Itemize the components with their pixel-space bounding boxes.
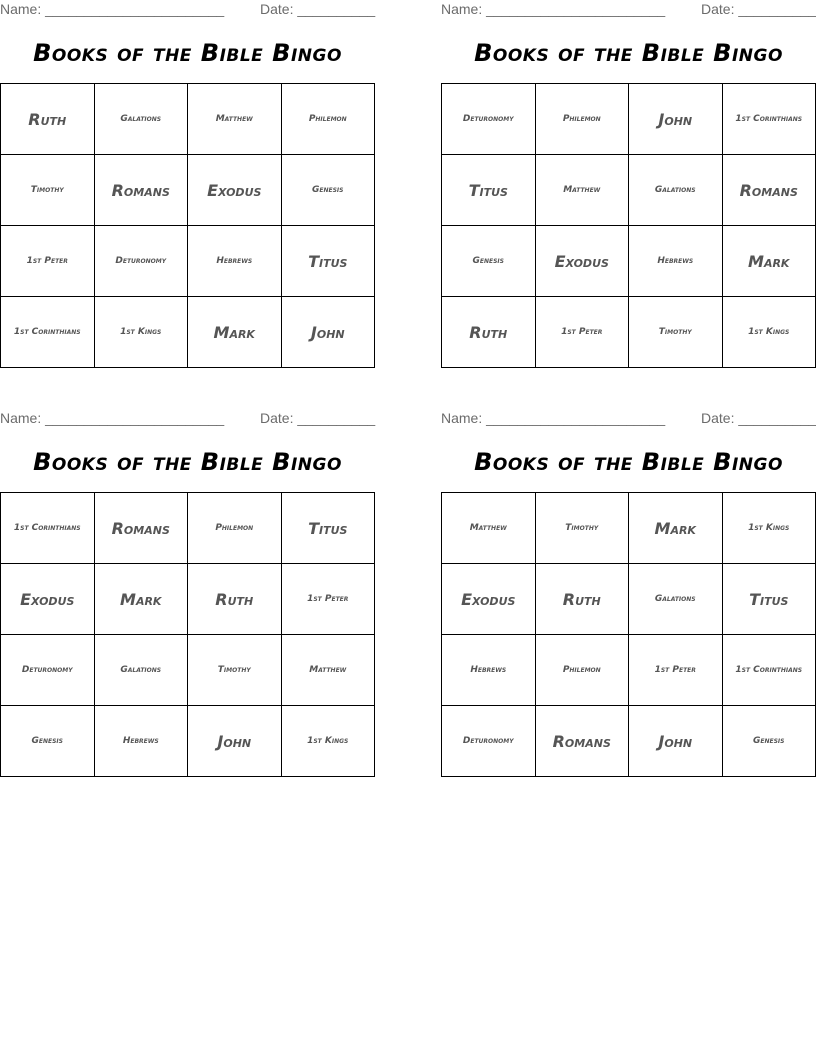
bingo-cell: 1st Kings xyxy=(94,297,188,368)
bingo-cell: 1st Corinthians xyxy=(1,493,95,564)
bingo-cell: 1st Peter xyxy=(535,297,629,368)
bingo-cell: Genesis xyxy=(442,226,536,297)
grid-row xyxy=(1,84,375,155)
bingo-cell: Deturonomy xyxy=(442,84,536,155)
bingo-cell: Galations xyxy=(629,564,723,635)
bingo-cell: John xyxy=(629,84,723,155)
bingo-cell: Hebrews xyxy=(442,635,536,706)
grid-row xyxy=(1,564,375,635)
bingo-cell: Philemon xyxy=(281,84,375,155)
bingo-cell: Philemon xyxy=(535,635,629,706)
bingo-cell: Timothy xyxy=(188,635,282,706)
name-field-label: Name: _______________________ xyxy=(441,410,666,426)
card-title: Books of the Bible Bingo xyxy=(474,448,783,476)
bingo-cell: Timothy xyxy=(535,493,629,564)
name-field-label: Name: _______________________ xyxy=(441,1,666,17)
bingo-cell: 1st Kings xyxy=(722,493,816,564)
bingo-cell: John xyxy=(188,706,282,777)
grid-row xyxy=(442,84,816,155)
grid-row xyxy=(442,564,816,635)
grid-row xyxy=(442,635,816,706)
bingo-grid xyxy=(0,83,375,368)
date-field-label: Date: __________ xyxy=(260,1,376,17)
grid-row xyxy=(442,226,816,297)
bingo-cell: Titus xyxy=(722,564,816,635)
bingo-cell: Exodus xyxy=(535,226,629,297)
bingo-cell: Philemon xyxy=(535,84,629,155)
bingo-cell: 1st Peter xyxy=(629,635,723,706)
bingo-cell: Titus xyxy=(442,155,536,226)
grid-row xyxy=(1,155,375,226)
bingo-cell: Exodus xyxy=(442,564,536,635)
bingo-cell: Romans xyxy=(94,493,188,564)
bingo-cell: Titus xyxy=(281,493,375,564)
bingo-cell: 1st Kings xyxy=(722,297,816,368)
bingo-cell: 1st Peter xyxy=(281,564,375,635)
date-field-label: Date: __________ xyxy=(701,410,816,426)
bingo-cell: Galations xyxy=(94,635,188,706)
grid-row xyxy=(442,297,816,368)
bingo-cell: Genesis xyxy=(1,706,95,777)
grid-row xyxy=(442,155,816,226)
card-title: Books of the Bible Bingo xyxy=(474,39,783,67)
bingo-cell: Mark xyxy=(188,297,282,368)
bingo-cell: Philemon xyxy=(188,493,282,564)
bingo-cell: 1st Corinthians xyxy=(722,635,816,706)
bingo-cell: Timothy xyxy=(1,155,95,226)
bingo-cell: Deturonomy xyxy=(94,226,188,297)
bingo-cell: Matthew xyxy=(281,635,375,706)
bingo-cell: Genesis xyxy=(281,155,375,226)
bingo-cell: Hebrews xyxy=(629,226,723,297)
name-field-label: Name: _______________________ xyxy=(0,410,225,426)
bingo-cell: Genesis xyxy=(722,706,816,777)
bingo-cell: Galations xyxy=(94,84,188,155)
bingo-cell: Matthew xyxy=(442,493,536,564)
bingo-cell: Ruth xyxy=(535,564,629,635)
date-field-label: Date: __________ xyxy=(260,410,376,426)
grid-row xyxy=(1,297,375,368)
bingo-cell: 1st Peter xyxy=(1,226,95,297)
bingo-cell: Romans xyxy=(535,706,629,777)
bingo-cell: Deturonomy xyxy=(1,635,95,706)
bingo-cell: Deturonomy xyxy=(442,706,536,777)
bingo-cell: Titus xyxy=(281,226,375,297)
bingo-cell: 1st Corinthians xyxy=(1,297,95,368)
card-title: Books of the Bible Bingo xyxy=(33,39,342,67)
name-field-label: Name: _______________________ xyxy=(0,1,225,17)
bingo-cell: John xyxy=(281,297,375,368)
bingo-cell: Mark xyxy=(722,226,816,297)
bingo-cell: John xyxy=(629,706,723,777)
date-field-label: Date: __________ xyxy=(701,1,816,17)
bingo-cell: 1st Kings xyxy=(281,706,375,777)
bingo-grid xyxy=(441,492,816,777)
bingo-cell: Ruth xyxy=(188,564,282,635)
bingo-grid xyxy=(0,492,375,777)
bingo-cell: Mark xyxy=(94,564,188,635)
bingo-cell: Matthew xyxy=(535,155,629,226)
grid-row xyxy=(1,493,375,564)
bingo-cell: Romans xyxy=(94,155,188,226)
bingo-cell: Exodus xyxy=(188,155,282,226)
bingo-grid xyxy=(441,83,816,368)
bingo-cell: Ruth xyxy=(442,297,536,368)
card-title: Books of the Bible Bingo xyxy=(33,448,342,476)
grid-row xyxy=(442,706,816,777)
bingo-cell: Matthew xyxy=(188,84,282,155)
bingo-cell: Galations xyxy=(629,155,723,226)
bingo-cell: Exodus xyxy=(1,564,95,635)
grid-row xyxy=(1,635,375,706)
bingo-cell: Hebrews xyxy=(188,226,282,297)
bingo-cell: 1st Corinthians xyxy=(722,84,816,155)
grid-row xyxy=(1,706,375,777)
bingo-cell: Mark xyxy=(629,493,723,564)
bingo-cell: Romans xyxy=(722,155,816,226)
grid-row xyxy=(1,226,375,297)
bingo-cell: Timothy xyxy=(629,297,723,368)
bingo-cell: Hebrews xyxy=(94,706,188,777)
bingo-cell: Ruth xyxy=(1,84,95,155)
grid-row xyxy=(442,493,816,564)
